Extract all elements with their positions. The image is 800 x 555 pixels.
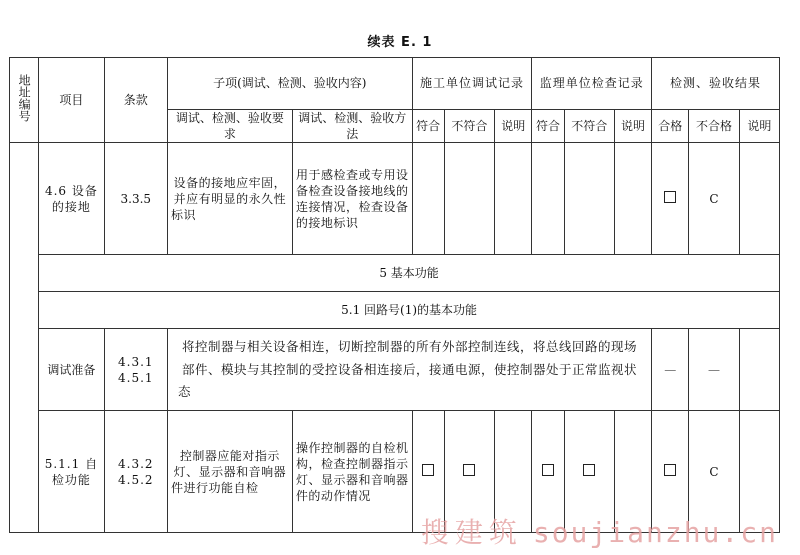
self-check-method: 操作控制器的自检机构，检查控制器指示灯、显示器和音响器件的动作情况 (292, 411, 412, 533)
debug-prep-clause (104, 329, 167, 411)
header-result-note: 说明 (739, 110, 779, 143)
header-supervision-conform: 符合 (532, 110, 564, 143)
self-check-requirement: 控制器应能对指示灯、显示器和音响器件进行功能自检 (168, 411, 293, 533)
debug-prep-dash-1: — (652, 329, 689, 411)
header-construction-conform: 符合 (412, 110, 444, 143)
header-item: 项目 (39, 58, 104, 143)
debug-prep-clause-1: 4.3.1 (118, 354, 154, 369)
header-address-code: 地址编号 (10, 58, 39, 143)
header-supervision-note: 说明 (614, 110, 651, 143)
header-acceptance-result: 检测、验收结果 (652, 58, 780, 110)
header-clause: 条款 (104, 58, 167, 143)
table-caption: 续表 E. 1 (367, 35, 433, 50)
watermark (421, 511, 778, 551)
grounding-clause: 3.3.5 (104, 143, 167, 255)
checkbox-icon (583, 464, 595, 476)
header-construction-unit: 施工单位调试记录 (412, 58, 532, 110)
address-code-cell (10, 143, 39, 533)
header-construction-not-conform: 不符合 (444, 110, 494, 143)
inspection-table (9, 57, 780, 533)
header-supervision-unit: 监理单位检查记录 (532, 58, 652, 110)
header-requirement: 调试、检测、验收要求 (168, 110, 293, 143)
grounding-qualified-checkbox[interactable] (652, 143, 689, 255)
debug-prep-dash-2: — (689, 329, 739, 411)
self-check-item: 5.1.1 自检功能 (39, 411, 104, 533)
checkbox-icon (664, 191, 676, 203)
checkbox-icon (664, 464, 676, 476)
header-construction-note: 说明 (495, 110, 532, 143)
self-check-clause-2: 4.5.2 (118, 472, 154, 487)
debug-prep-item: 调试准备 (39, 329, 104, 411)
section-5-1-title: 5.1 回路号(1)的基本功能 (39, 292, 780, 329)
checkbox-icon (422, 464, 434, 476)
grounding-unqualified-mark: C (689, 143, 739, 255)
checkbox-icon (542, 464, 554, 476)
grounding-item: 4.6 设备的接地 (39, 143, 104, 255)
self-check-clause (104, 411, 167, 533)
watermark-brand: 搜建筑 (420, 516, 523, 549)
table-row (10, 143, 780, 255)
header-supervision-not-conform: 不符合 (564, 110, 614, 143)
table-row (10, 329, 780, 411)
header-qualified: 合格 (652, 110, 689, 143)
checkbox-icon (463, 464, 475, 476)
header-method: 调试、检测、验收方法 (292, 110, 412, 143)
header-sub-item: 子项(调试、检测、验收内容) (168, 58, 413, 110)
section-row (10, 292, 780, 329)
header-unqualified: 不合格 (689, 110, 739, 143)
grounding-method: 用于感检查或专用设备检查设备接地线的连接情况，检查设备的接地标识 (292, 143, 412, 255)
debug-prep-content: 将控制器与相关设备相连，切断控制器的所有外部控制连线，将总线回路的现场部件、模块与其控制的受控设备相连接后，接通电源，使控制器处于正常监视状态 (168, 329, 652, 411)
self-check-unqualified-mark: C (689, 411, 739, 533)
section-row (10, 255, 780, 292)
self-check-clause-1: 4.3.2 (118, 456, 154, 471)
watermark-site: soujianzhu.cn (532, 516, 778, 549)
section-5-title: 5 基本功能 (39, 255, 780, 292)
debug-prep-clause-2: 4.5.1 (118, 370, 154, 385)
grounding-requirement: 设备的接地应牢固，并应有明显的永久性标识 (168, 143, 293, 255)
